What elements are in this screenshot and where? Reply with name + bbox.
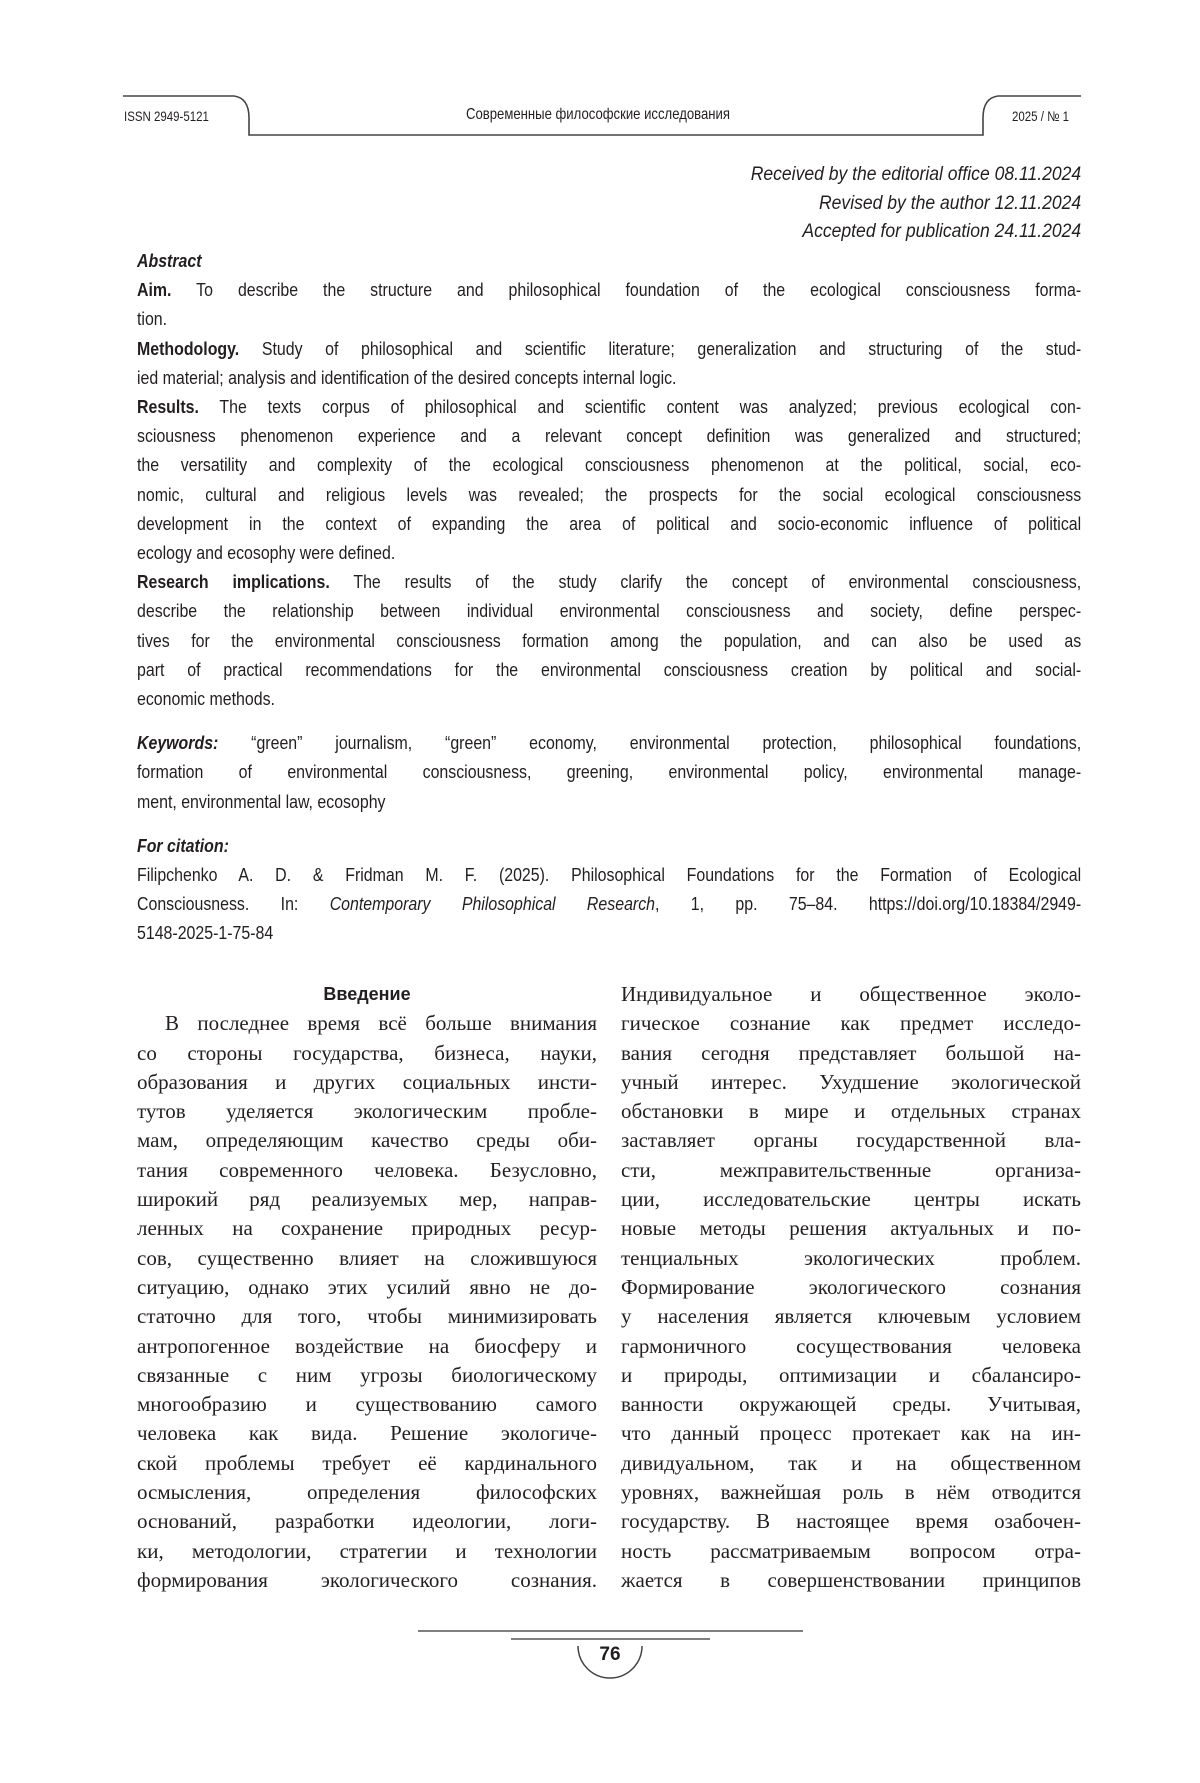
left-column <box>137 980 597 1595</box>
issn: ISSN 2949-5121 <box>124 108 209 124</box>
body-line: ской проблемы требует её кардинального <box>137 1449 597 1478</box>
methodology-text: Study of philosophical and scientific literature; generalization and structuring of the stud- <box>239 338 1081 359</box>
submission-dates <box>751 160 1081 246</box>
body-line: мам, определяющим качество среды оби- <box>137 1126 597 1155</box>
implications-text: The results of the study clarify the concept of environmental consciousness, <box>330 571 1081 592</box>
implications-label: Research implications. <box>137 571 330 592</box>
body-line: ции, исследовательские центры искать <box>621 1185 1081 1214</box>
right-column <box>621 980 1081 1595</box>
methodology-label: Methodology. <box>137 338 239 359</box>
results-label: Results. <box>137 396 199 417</box>
keywords-text: formation of environmental consciousness, greening, environmental policy, environmental manage- <box>137 757 1081 786</box>
body-line: государству. В настоящее время озабочен- <box>621 1507 1081 1536</box>
body-line: статочно для того, чтобы минимизировать <box>137 1302 597 1331</box>
accepted-date: Accepted for publication 24.11.2024 <box>751 217 1081 246</box>
body-line: многообразию и существованию самого <box>137 1390 597 1419</box>
implications-text: economic methods. <box>137 684 1081 713</box>
citation-text: Filipchenko A. D. & Fridman M. F. (2025). Philosophical Foundations for the Formation of Ecological <box>137 860 1081 889</box>
header-frame <box>0 0 1200 150</box>
body-line: обстановки в мире и отдельных странах <box>621 1097 1081 1126</box>
body-line: и природы, оптимизации и сбалансиро- <box>621 1361 1081 1390</box>
body-line: Индивидуальное и общественное эколо- <box>621 980 1081 1009</box>
abstract-section <box>137 246 1081 948</box>
body-line: тенциальных экологических проблем. <box>621 1244 1081 1273</box>
body-line: осмысления, определения философских <box>137 1478 597 1507</box>
body-line: что данный процесс протекает как на ин- <box>621 1419 1081 1448</box>
body-line: у населения является ключевым условием <box>621 1302 1081 1331</box>
results-text: development in the context of expanding the area of political and socio-economic influence of political <box>137 509 1081 538</box>
body-line: дивидуальном, так и на общественном <box>621 1449 1081 1478</box>
section-heading: Введение <box>137 980 597 1009</box>
body-line: гармоничного сосуществования человека <box>621 1332 1081 1361</box>
body-line: тания современного человека. Безусловно, <box>137 1156 597 1185</box>
body-line: ванности окружающей среды. Учитывая, <box>621 1390 1081 1419</box>
citation-text: Consciousness. In: <box>137 893 330 914</box>
citation-label: For citation: <box>137 835 229 856</box>
citation-doi[interactable]: , 1, pp. 75–84. https://doi.org/10.18384/2949- <box>655 893 1081 914</box>
body-line: образования и других социальных инсти- <box>137 1068 597 1097</box>
body-line: новые методы решения актуальных и по- <box>621 1214 1081 1243</box>
body-line: оснований, разработки идеологии, логи- <box>137 1507 597 1536</box>
body-line: человека как вида. Решение экологиче- <box>137 1419 597 1448</box>
page-number: 76 <box>590 1644 630 1666</box>
aim-label: Aim. <box>137 279 171 300</box>
body-line: вания сегодня представляет большой на- <box>621 1039 1081 1068</box>
body-line: ситуацию, однако этих усилий явно не до- <box>137 1273 597 1302</box>
body-line: уровнях, важнейшая роль в нём отводится <box>621 1478 1081 1507</box>
aim-text: tion. <box>137 304 1081 333</box>
abstract-heading: Abstract <box>137 250 202 271</box>
body-line: антропогенное воздействие на биосферу и <box>137 1332 597 1361</box>
body-line: учный интерес. Ухудшение экологической <box>621 1068 1081 1097</box>
results-text: sciousness phenomenon experience and a relevant concept definition was generalized and structured; <box>137 421 1081 450</box>
keywords-text: ment, environmental law, ecosophy <box>137 787 1081 816</box>
revised-date: Revised by the author 12.11.2024 <box>751 189 1081 218</box>
body-line: сти, межправительственные организа- <box>621 1156 1081 1185</box>
results-text: The texts corpus of philosophical and scientific content was analyzed; previous ecological con- <box>199 396 1081 417</box>
body-line: формирования экологического сознания. <box>137 1566 597 1595</box>
body-line: связанные с ним угрозы биологическому <box>137 1361 597 1390</box>
citation-journal: Contemporary Philosophical Research <box>330 893 655 914</box>
aim-text: To describe the structure and philosophical foundation of the ecological consciousness forma- <box>171 279 1081 300</box>
implications-text: part of practical recommendations for the environmental consciousness creation by political and social- <box>137 655 1081 684</box>
body-line: со стороны государства, бизнеса, науки, <box>137 1039 597 1068</box>
body-line: В последнее время всё больше внимания <box>137 1009 597 1038</box>
results-text: nomic, cultural and religious levels was revealed; the prospects for the social ecological consciousness <box>137 480 1081 509</box>
body-line: гическое сознание как предмет исследо- <box>621 1009 1081 1038</box>
journal-title: Современные философские исследования <box>466 106 730 124</box>
body-line: широкий ряд реализуемых мер, направ- <box>137 1185 597 1214</box>
body-line: заставляет органы государственной вла- <box>621 1126 1081 1155</box>
body-line: жается в совершенствовании принципов <box>621 1566 1081 1595</box>
implications-text: tives for the environmental consciousness formation among the population, and can also be used as <box>137 626 1081 655</box>
body-line: ленных на сохранение природных ресур- <box>137 1214 597 1243</box>
body-line: Формирование экологического сознания <box>621 1273 1081 1302</box>
implications-text: describe the relationship between individual environmental consciousness and society, define perspec- <box>137 596 1081 625</box>
results-text: the versatility and complexity of the ecological consciousness phenomenon at the political, social, eco- <box>137 450 1081 479</box>
body-line: сов, существенно влияет на сложившуюся <box>137 1244 597 1273</box>
results-text: ecology and ecosophy were defined. <box>137 538 1081 567</box>
received-date: Received by the editorial office 08.11.2024 <box>751 160 1081 189</box>
body-line: ки, методологии, стратегии и технологии <box>137 1537 597 1566</box>
keywords-label: Keywords: <box>137 732 218 753</box>
body-line: тутов уделяется экологическим пробле- <box>137 1097 597 1126</box>
methodology-text: ied material; analysis and identification of the desired concepts internal logic. <box>137 363 1081 392</box>
keywords-text: “green” journalism, “green” economy, environmental protection, philosophical foundations, <box>218 732 1081 753</box>
body-line: ность рассматриваемым вопросом отра- <box>621 1537 1081 1566</box>
citation-doi[interactable]: 5148-2025-1-75-84 <box>137 918 1081 947</box>
issue-number: 2025 / № 1 <box>1012 108 1069 124</box>
